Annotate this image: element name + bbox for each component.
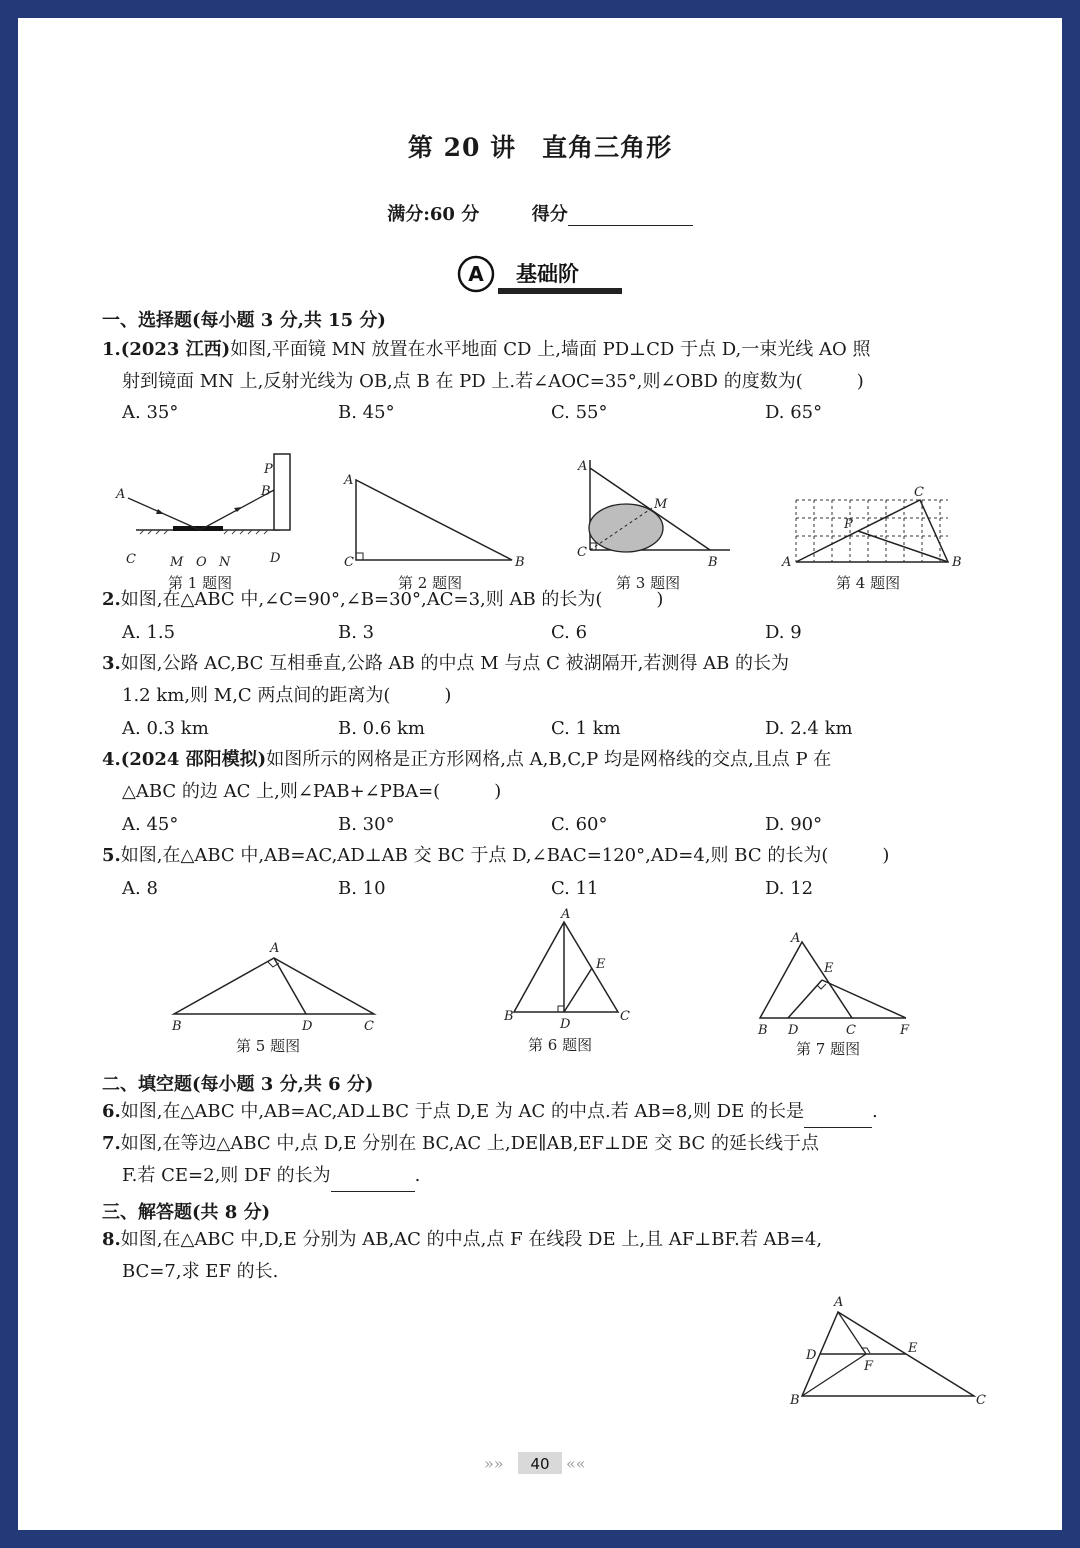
svg-text:B: B — [758, 1023, 768, 1038]
q2-option-a[interactable]: A. 1.5 — [122, 622, 176, 643]
svg-text:C: C — [976, 1393, 986, 1408]
question-1: 1.(2023 江西)如图,平面镜 MN 放置在水平地面 CD 上,墙面 PD⊥CD 于点 D,一束光线 AO 照 射到镜面 MN 上,反射光线为 OB,点 B 在 PD 上.若∠AOC=35°,则∠OBD 的度数为( ) — [102, 339, 871, 392]
section-fill: 二、填空题(每小题 3 分,共 6 分) — [102, 1074, 374, 1095]
figure-6 — [503, 907, 630, 1054]
svg-text:C: C — [914, 485, 924, 500]
svg-text:B: B — [952, 555, 962, 570]
figure-6-caption: 第 6 题图 — [528, 1036, 593, 1054]
question-2: 2.如图,在△ABC 中,∠C=90°,∠B=30°,AC=3,则 AB 的长为( ) — [102, 589, 664, 610]
q1-option-a[interactable]: A. 35° — [122, 402, 179, 423]
svg-text:D: D — [302, 1019, 313, 1034]
score-line — [18, 200, 1062, 226]
q6-answer-blank[interactable] — [804, 1109, 872, 1128]
svg-text:F: F — [864, 1359, 874, 1374]
q5-option-b[interactable]: B. 10 — [338, 878, 386, 899]
svg-text:A: A — [344, 473, 354, 488]
svg-text:D: D — [270, 551, 281, 566]
svg-text:A: A — [834, 1295, 844, 1310]
svg-text:C: C — [126, 552, 136, 567]
q2-option-b[interactable]: B. 3 — [338, 622, 375, 643]
svg-text:O: O — [196, 555, 207, 570]
q5-option-d[interactable]: D. 12 — [765, 878, 814, 899]
q7-answer-blank[interactable] — [331, 1173, 415, 1192]
page-title: 第 20 讲 直角三角形 — [407, 133, 673, 162]
q2-option-c[interactable]: C. 6 — [551, 622, 588, 643]
q3-option-d[interactable]: D. 2.4 km — [765, 718, 853, 739]
q1-option-c[interactable]: C. 55° — [551, 402, 608, 423]
q3-option-c[interactable]: C. 1 km — [551, 718, 621, 739]
svg-text:B: B — [172, 1019, 182, 1034]
full-score-label: 满分:60 分 — [387, 204, 480, 225]
worksheet-page — [18, 18, 1062, 1530]
svg-text:M: M — [654, 497, 668, 512]
question-3: 3.如图,公路 AC,BC 互相垂直,公路 AB 的中点 M 与点 C 被湖隔开,若测得 AB 的长为 1.2 km,则 M,C 两点间的距离为( ) — [102, 653, 790, 706]
svg-text:P: P — [264, 462, 273, 477]
svg-text:A: A — [791, 931, 801, 946]
q4-option-b[interactable]: B. 30° — [338, 814, 395, 835]
svg-text:M: M — [170, 555, 184, 570]
section-choice: 一、选择题(每小题 3 分,共 15 分) — [102, 310, 386, 331]
level-badge — [456, 254, 636, 298]
svg-text:D: D — [560, 1017, 571, 1032]
svg-text:B: B — [515, 555, 525, 570]
svg-text:N: N — [219, 555, 231, 570]
figure-1-caption: 第 1 题图 — [168, 574, 233, 592]
figure-3 — [577, 459, 730, 592]
badge-graphic — [456, 254, 636, 298]
svg-text:E: E — [908, 1341, 918, 1356]
svg-text:A: A — [782, 555, 792, 570]
page-number-footer — [480, 1450, 600, 1476]
svg-text:A: A — [116, 487, 126, 502]
question-6: 6.如图,在△ABC 中,AB=AC,AD⊥BC 于点 D,E 为 AC 的中点.若 AB=8,则 DE 的长是 . — [102, 1096, 1012, 1128]
q5-option-a[interactable]: A. 8 — [122, 878, 158, 899]
svg-text:B: B — [708, 555, 718, 570]
figure-4-caption: 第 4 题图 — [836, 574, 901, 592]
q3-option-b[interactable]: B. 0.6 km — [338, 718, 425, 739]
figure-1 — [115, 454, 290, 592]
svg-text:D: D — [806, 1348, 817, 1363]
svg-text:C: C — [577, 545, 587, 560]
figures-row-2 — [18, 906, 1062, 1056]
svg-text:E: E — [824, 961, 834, 976]
svg-text:B: B — [261, 484, 271, 499]
svg-text:D: D — [788, 1023, 799, 1038]
svg-text:P: P — [844, 517, 853, 532]
svg-text:A: A — [561, 907, 571, 922]
figures-row-1 — [18, 438, 1062, 598]
figure-7 — [757, 931, 910, 1056]
figure-2-caption: 第 2 题图 — [398, 574, 463, 592]
svg-text:C: C — [846, 1023, 856, 1038]
figure-4 — [781, 485, 962, 592]
chevron-right-icon: »» — [484, 1454, 504, 1473]
q1-source: (2023 江西) — [120, 339, 231, 360]
figure-2 — [343, 473, 525, 592]
q3-option-a[interactable]: A. 0.3 km — [122, 718, 209, 739]
svg-text:F: F — [900, 1023, 910, 1038]
q4-source: (2024 邵阳模拟) — [120, 749, 267, 770]
question-8: 8.如图,在△ABC 中,D,E 分别为 AB,AC 的中点,点 F 在线段 DE 上,且 AF⊥BF.若 AB=4, BC=7,求 EF 的长. — [102, 1229, 823, 1282]
figure-3-caption: 第 3 题图 — [616, 574, 681, 592]
svg-text:A: A — [270, 941, 280, 956]
q1-option-d[interactable]: D. 65° — [765, 402, 823, 423]
svg-text:C: C — [620, 1009, 630, 1024]
got-score-label: 得分 — [531, 204, 568, 225]
svg-text:C: C — [344, 555, 354, 570]
question-4: 4.(2024 邵阳模拟)如图所示的网格是正方形网格,点 A,B,C,P 均是网格线的交点,且点 P 在 △ABC 的边 AC 上,则∠PAB+∠PBA=( ) — [102, 749, 832, 802]
question-5: 5.如图,在△ABC 中,AB=AC,AD⊥AB 交 BC 于点 D,∠BAC=120°,AD=4,则 BC 的长为( ) — [102, 845, 890, 866]
q4-option-a[interactable]: A. 45° — [122, 814, 179, 835]
figure-5-caption: 第 5 题图 — [236, 1037, 301, 1055]
q1-option-b[interactable]: B. 45° — [338, 402, 395, 423]
q4-option-c[interactable]: C. 60° — [551, 814, 608, 835]
svg-text:C: C — [364, 1019, 374, 1034]
figure-7-caption: 第 7 题图 — [796, 1040, 861, 1056]
q2-option-d[interactable]: D. 9 — [765, 622, 802, 643]
svg-text:B: B — [504, 1009, 514, 1024]
question-7: 7.如图,在等边△ABC 中,点 D,E 分别在 BC,AC 上,DE∥AB,EF⊥DE 交 BC 的延长线于点 F.若 CE=2,则 DF 的长为 . — [102, 1128, 1012, 1192]
svg-text:B: B — [790, 1393, 800, 1408]
svg-text:A: A — [578, 459, 588, 474]
figure-5 — [171, 941, 374, 1055]
q5-option-c[interactable]: C. 11 — [551, 878, 599, 899]
page-number: 40 — [530, 1455, 550, 1473]
figure-8 — [778, 1288, 998, 1418]
page-number-graphic — [480, 1450, 600, 1476]
score-blank[interactable] — [568, 205, 693, 226]
section-answer: 三、解答题(共 8 分) — [102, 1202, 271, 1223]
svg-text:E: E — [596, 957, 606, 972]
badge-letter: A — [468, 262, 484, 286]
q4-option-d[interactable]: D. 90° — [765, 814, 823, 835]
badge-label: 基础阶 — [516, 262, 579, 286]
chevron-left-icon: «« — [566, 1454, 586, 1473]
